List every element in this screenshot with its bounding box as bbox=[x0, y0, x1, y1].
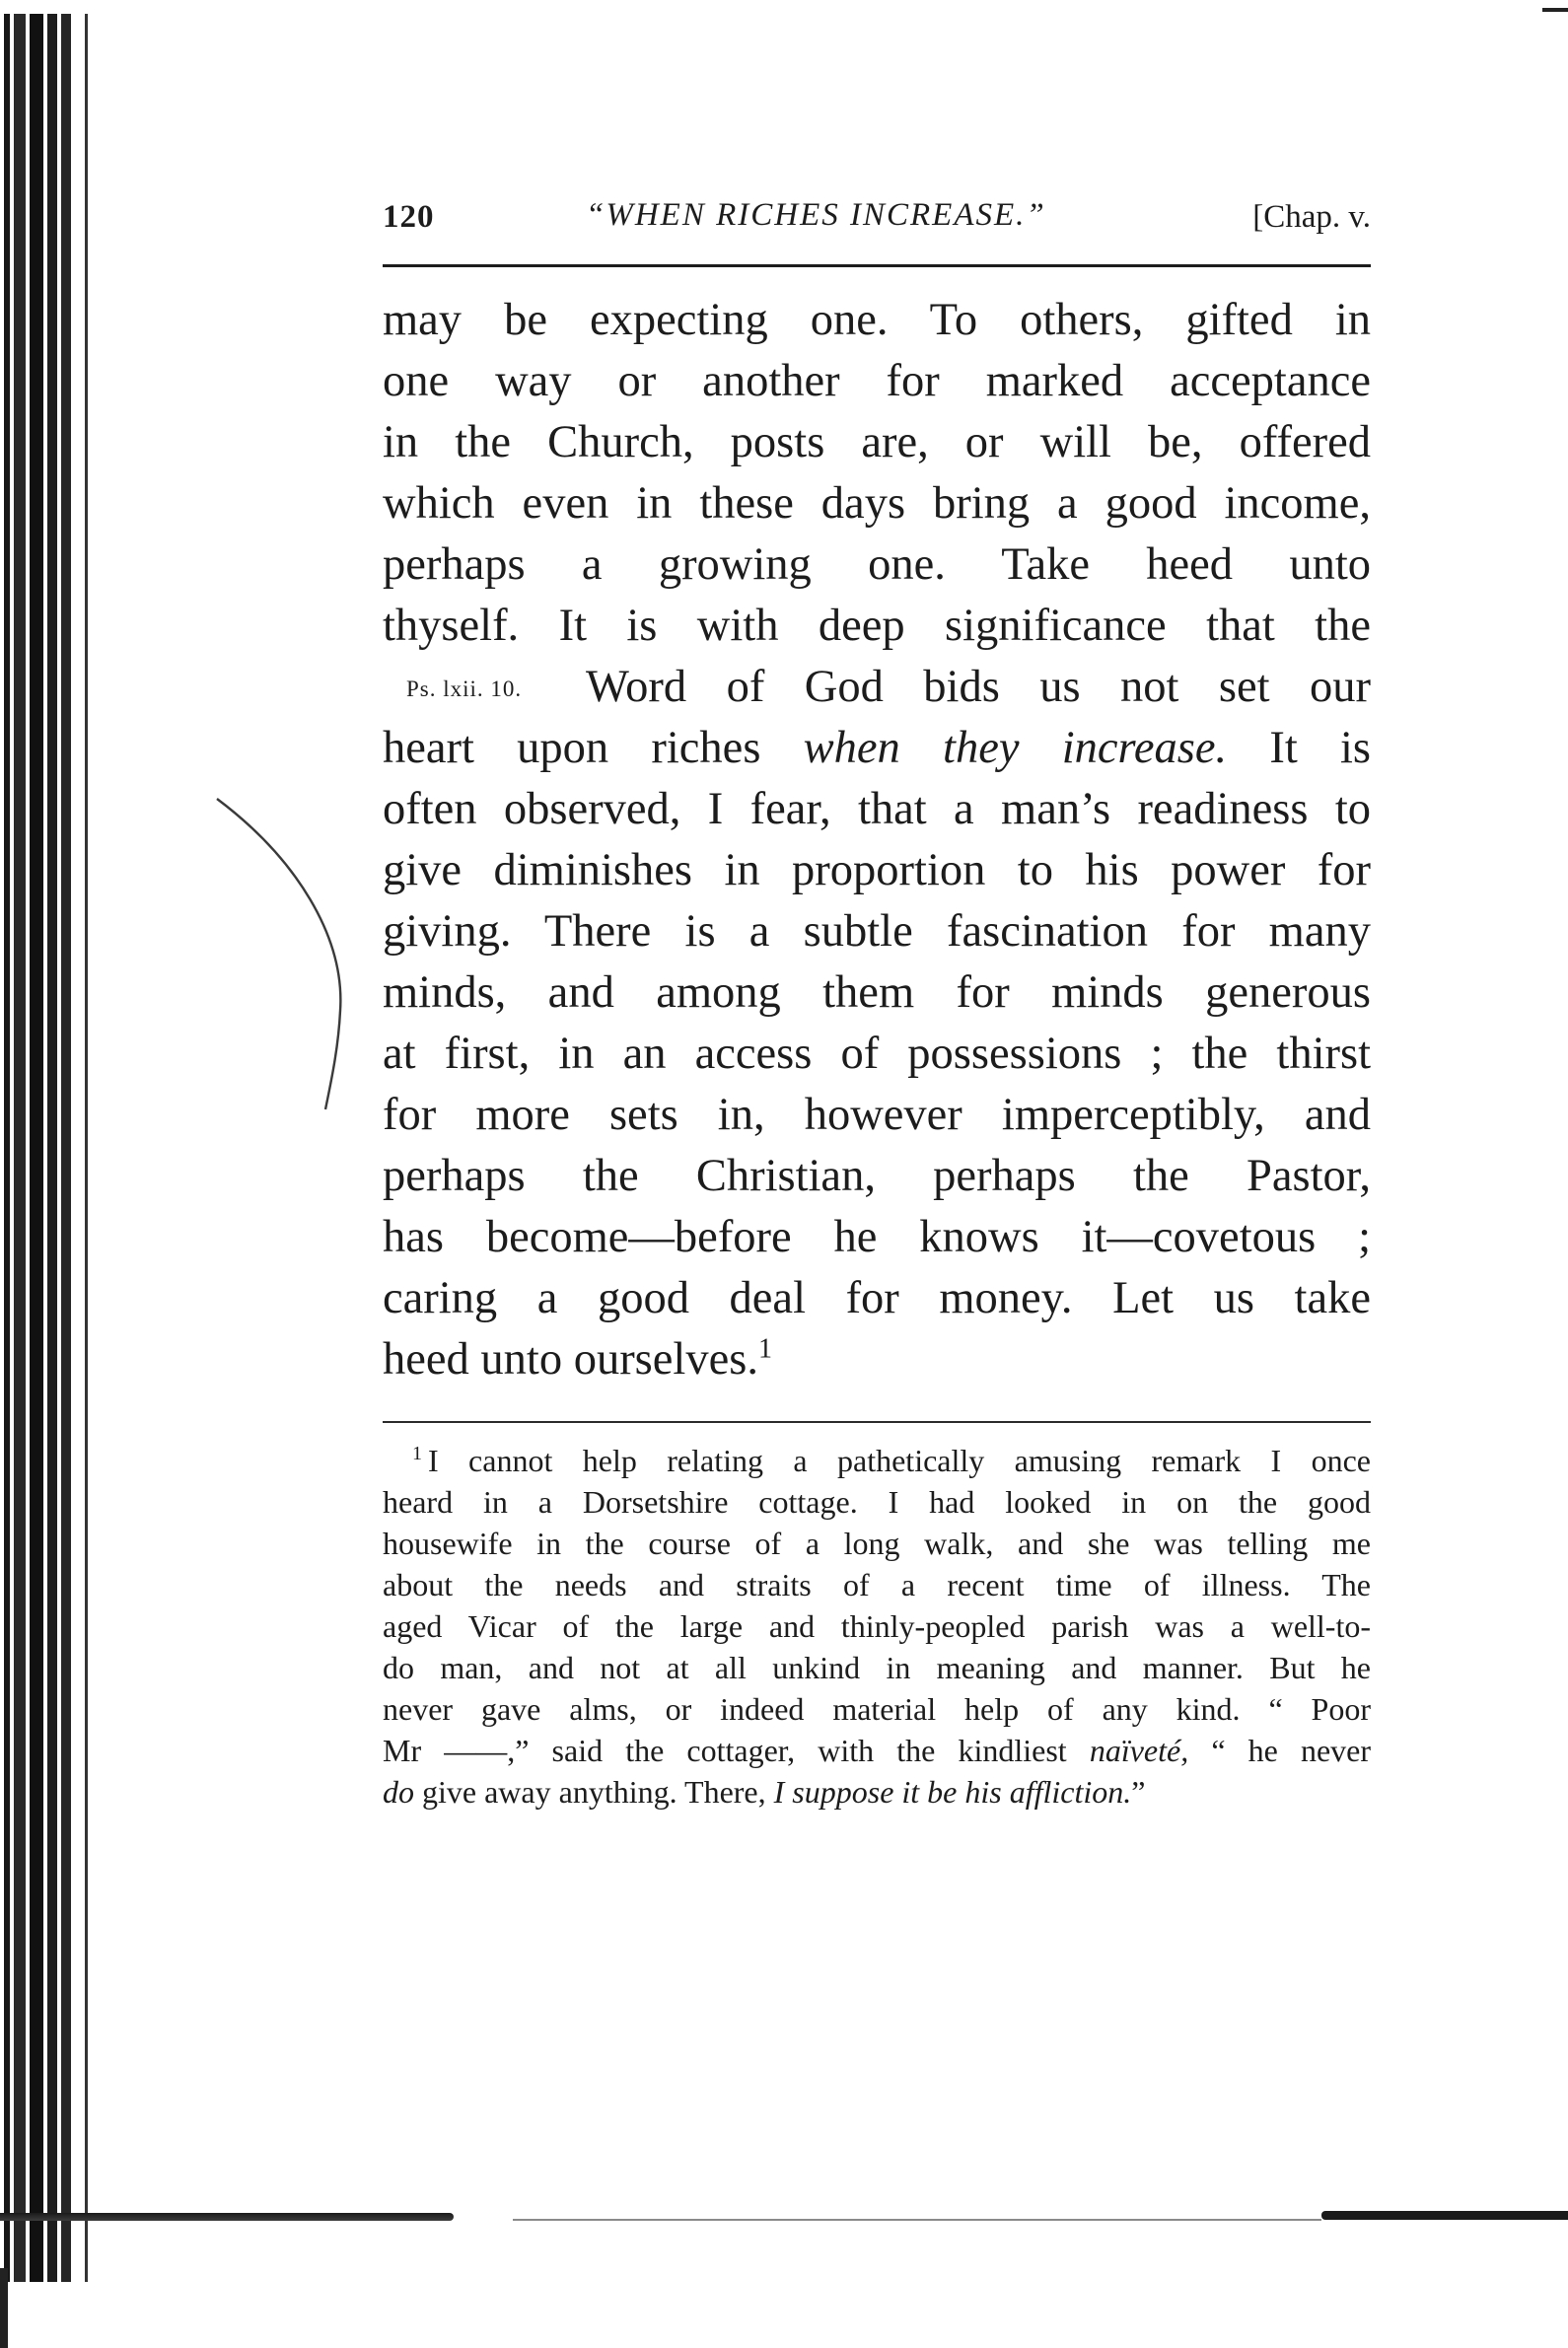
italic-emphasis: I suppose it be his affliction. bbox=[773, 1774, 1132, 1810]
footnote-text: I cannot help relating a pathetically amusing remark I once bbox=[428, 1443, 1371, 1478]
italic-emphasis: naïveté, bbox=[1089, 1733, 1189, 1768]
footnote-line bbox=[383, 1771, 1371, 1813]
text-line: often observed, I fear, that a man’s readiness to bbox=[383, 784, 1371, 834]
footnote-line: about the needs and straits of a recent time of illness. The bbox=[383, 1567, 1371, 1602]
running-title: “WHEN RICHES INCREASE.” bbox=[586, 197, 1046, 233]
running-header bbox=[383, 193, 1371, 252]
text-line: one way or another for marked acceptance bbox=[383, 356, 1371, 406]
text-line: minds, and among them for minds generous bbox=[383, 967, 1371, 1018]
footnote-text: “ he never bbox=[1188, 1733, 1372, 1768]
text-segment: heed unto ourselves. bbox=[383, 1334, 758, 1385]
scan-bottom-edge-right bbox=[1321, 2211, 1568, 2220]
page-number: 120 bbox=[383, 199, 435, 235]
footnote-text: give away anything. There, bbox=[414, 1774, 774, 1810]
text-line: which even in these days bring a good income, bbox=[383, 478, 1371, 529]
footnote-rule bbox=[383, 1421, 1371, 1423]
chapter-reference: [Chap. v. bbox=[1252, 199, 1371, 235]
scan-bottom-edge-middle bbox=[513, 2219, 1321, 2221]
text-line-content: Word of God bids us not set our bbox=[586, 662, 1371, 712]
text-line: in the Church, posts are, or will be, offered bbox=[383, 417, 1371, 467]
scripture-margin-note: Ps. lxii. 10. bbox=[406, 676, 523, 701]
scan-corner-mark bbox=[1542, 8, 1568, 12]
text-line: at first, in an access of possessions ; the thirst bbox=[383, 1029, 1371, 1079]
footnote-line: aged Vicar of the large and thinly-peopled parish was a well-to- bbox=[383, 1608, 1371, 1644]
footnote-reference[interactable]: 1 bbox=[757, 1333, 772, 1365]
text-line: has become—before he knows it—covetous ; bbox=[383, 1212, 1371, 1262]
text-segment: heart upon riches bbox=[383, 723, 804, 773]
text-line-with-margin-note bbox=[383, 657, 1371, 718]
text-line: perhaps the Christian, perhaps the Pastor, bbox=[383, 1151, 1371, 1201]
text-line: perhaps a growing one. Take heed unto bbox=[383, 539, 1371, 590]
footnote-text: Mr ——,” said the cottager, with the kindliest bbox=[383, 1733, 1090, 1768]
footnote-line: never gave alms, or indeed material help of any kind. “ Poor bbox=[383, 1691, 1371, 1727]
footnote bbox=[383, 1440, 1371, 1813]
footnote-line: heard in a Dorsetshire cottage. I had looked in on the good bbox=[383, 1484, 1371, 1520]
scan-bottom-edge-left bbox=[0, 2213, 454, 2221]
text-line: thyself. It is with deep significance that the bbox=[383, 601, 1371, 651]
text-line: giving. There is a subtle fascination for many bbox=[383, 906, 1371, 957]
footnote-line: housewife in the course of a long walk, and she was telling me bbox=[383, 1526, 1371, 1561]
italic-emphasis: do bbox=[383, 1774, 414, 1810]
text-line bbox=[383, 1329, 1371, 1390]
text-segment: It is bbox=[1227, 723, 1371, 773]
margin-pencil-arc bbox=[207, 789, 385, 1114]
text-line: may be expecting one. To others, gifted in bbox=[383, 295, 1371, 345]
italic-emphasis: when they increase. bbox=[803, 723, 1228, 773]
footnote-line: do man, and not at all unkind in meaning and manner. But he bbox=[383, 1650, 1371, 1685]
footnote-line bbox=[383, 1440, 1371, 1481]
scanned-binding-tail bbox=[0, 2268, 8, 2348]
main-text bbox=[383, 290, 1371, 1390]
header-rule bbox=[383, 264, 1371, 267]
text-line: caring a good deal for money. Let us take bbox=[383, 1273, 1371, 1323]
scanned-binding-edge bbox=[0, 14, 99, 2282]
footnote-text: ” bbox=[1131, 1774, 1146, 1810]
text-line: give diminishes in proportion to his power for bbox=[383, 845, 1371, 895]
footnote-marker: 1 bbox=[412, 1443, 422, 1465]
text-line: for more sets in, however imperceptibly, and bbox=[383, 1090, 1371, 1140]
footnote-line bbox=[383, 1730, 1371, 1771]
text-line bbox=[383, 718, 1371, 779]
